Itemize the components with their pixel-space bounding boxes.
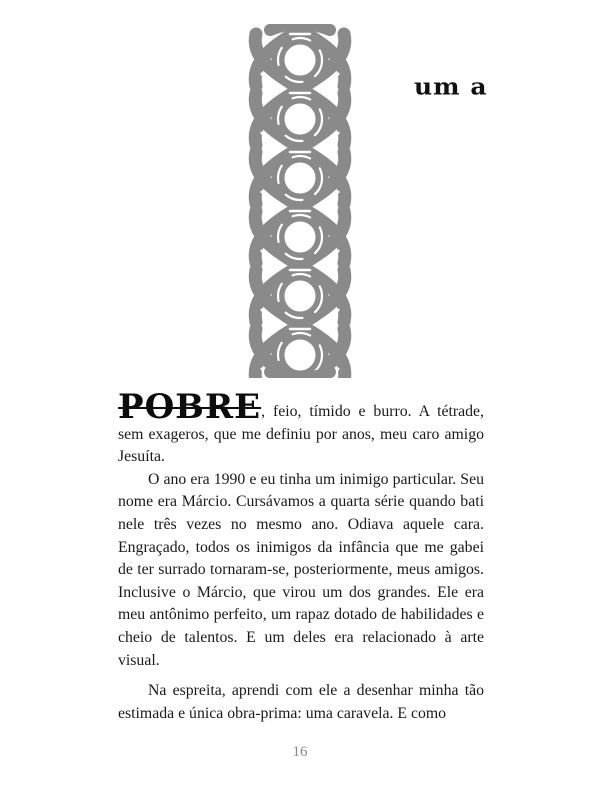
page-number: 16 — [292, 744, 308, 760]
paragraph-3: Na espreita, aprendi com ele a desenhar minha tão estimada e única obra-prima: uma caravela. E como — [118, 682, 484, 722]
celtic-knot-ornament-icon — [246, 24, 354, 378]
paragraph-2: O ano era 1990 e eu tinha um inimigo particular. Seu nome era Márcio. Cursávamos a quarta série quando bati nele três vezes no mesmo ano. Odiava aquele cara. Engraçado, todos os inimigos da infância que me gabei de ter surrado tornaram-se, posteriormente, meus amigos. Inclusive o Márcio, que virou um dos grandes. Ele era meu antônimo perfeito, um rapaz dotado de habilidades e cheio de talentos. E um deles era relacionado à arte visual. — [118, 470, 484, 669]
drop-cap-word: POBRE — [118, 387, 262, 427]
paragraph-1-text: , feio, tímido e burro. A tétrade, sem exageros, que me definiu por anos, meu caro amigo Jesuíta. — [118, 403, 484, 466]
paragraph-1 — [118, 387, 484, 469]
chapter-title: um a — [414, 73, 488, 100]
body-text — [118, 387, 484, 725]
